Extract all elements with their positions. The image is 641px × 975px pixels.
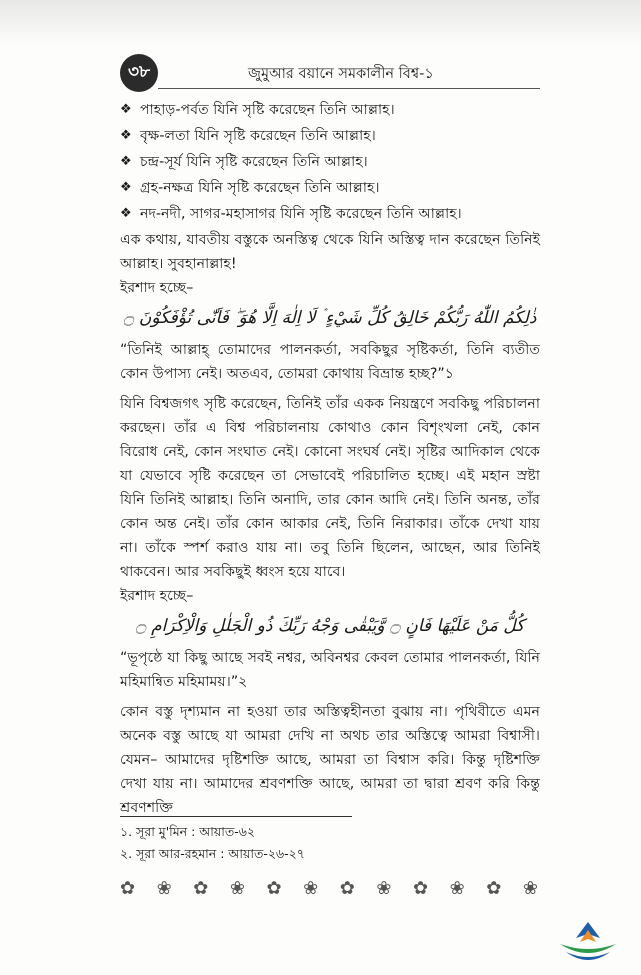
bullet-item: ❖ পাহাড়-পর্বত যিনি সৃষ্টি করেছেন তিনি আল্লাহ। xyxy=(120,98,540,122)
flower-icon: ✿ xyxy=(486,877,504,899)
bullet-item: ❖ বৃক্ষ-লতা যিনি সৃষ্টি করেছেন তিনি আল্লাহ। xyxy=(120,124,540,148)
flower-icon: ✿ xyxy=(266,877,284,899)
flower-icon: ✿ xyxy=(339,877,357,899)
bullet-item: ❖ গ্রহ-নক্ষত্র যিনি সৃষ্টি করেছেন তিনি আল্লাহ। xyxy=(120,176,540,200)
header-rule xyxy=(158,88,540,89)
paragraph-3: কোন বস্তু দৃশ্যমান না হওয়া তার অস্তিত্বহীনতা বুঝায় না। পৃথিবীতে এমন অনেক বস্তু আছে যা আমরা দেখি না অথচ তার অস্তিত্বে আমরা বিশ্বাসী। যেমন– আমাদের দৃষ্টিশক্তি আছে, আমরা তা বিশ্বাস করি। কিন্তু দৃষ্টিশক্তি দেখা যায় না। আমাদের শ্রবণশক্তি আছে, আমরা তা দ্বারা শ্রবণ করি কিন্তু শ্রবণশক্তি xyxy=(120,704,540,816)
flower-icon: ❀ xyxy=(376,877,394,899)
irshad-label-2: ইরশাদ হচ্ছে– xyxy=(120,588,194,604)
irshad-label-1: ইরশাদ হচ্ছে– xyxy=(120,280,194,296)
running-title: জুমুআর বয়ানে সমকালীন বিশ্ব-১ xyxy=(248,66,434,82)
footnote-rule xyxy=(120,816,352,817)
translation-quote-2: “ভূপৃষ্ঠে যা কিছু আছে সবই নশ্বর, অবিনশ্বর কেবল তোমার পালনকর্তা, যিনি মহিমান্বিত মহিমাময়।”২ xyxy=(120,650,540,690)
diamond-bullet-icon: ❖ xyxy=(120,102,132,117)
arabic-verse-1: ذٰلِكُمُ اللّٰهُ رَبُّكُمْ خَالِقُ كُلِّ شَيْءٍ ۘ لَا اِلٰهَ اِلَّا هُوَ ۖ فَاَنّٰى تُؤْفَكُوْنَ ۝ xyxy=(123,308,537,328)
flower-icon: ❀ xyxy=(522,877,540,899)
footnote-2: ২. সূরা আর-রহমান : আয়াত-২৬-২৭ xyxy=(120,846,305,861)
publisher-logo-icon xyxy=(556,918,620,968)
flower-icon: ❀ xyxy=(156,877,174,899)
flower-icon: ✿ xyxy=(120,877,138,899)
floral-ornament-border xyxy=(120,877,540,899)
flower-icon: ❀ xyxy=(449,877,467,899)
flower-icon: ✿ xyxy=(413,877,431,899)
arabic-verse-2: كُلُّ مَنْ عَلَيْهَا فَانٍ ۝ وَّيَبْقٰى وَجْهُ رَبِّكَ ذُو الْجَلٰلِ وَالْاِكْرَامِ ۝ xyxy=(135,616,525,636)
flower-icon: ❀ xyxy=(303,877,321,899)
flower-icon: ✿ xyxy=(193,877,211,899)
diamond-bullet-icon: ❖ xyxy=(120,128,132,143)
translation-quote-1: “তিনিই আল্লাহ্ তোমাদের পালনকর্তা, সবকিছুর সৃষ্টিকর্তা, তিনি ব্যতীত কোন উপাস্য নেই। অতএব, তোমরা কোথায় বিভ্রান্ত হচ্ছ?”১ xyxy=(120,342,540,382)
paragraph-2: যিনি বিশ্বজগৎ সৃষ্টি করেছেন, তিনিই তাঁর একক নিয়ন্ত্রণে সবকিছু পরিচালনা করছেন। তাঁর এ বিশ্ব পরিচালনায় কোথাও কোন বিশৃংখলা নেই, কোন বিরোধ নেই, কোন সংঘাত নেই। কোনো সংঘর্ষ নেই। সৃষ্টির আদিকাল থেকে যা যেভাবে সৃষ্টি করেছেন তা সেভাবেই পরিচালিত হচ্ছে। এই মহান স্রষ্টা যিনি তিনিই আল্লাহ। তিনি অনাদি, তার কোন আদি নেই। তিনি অনন্ত, তাঁর কোন অন্ত নেই। তাঁর কোন আকার নেই, তিনি নিরাকার। তাঁকে দেখা যায় না। তাঁকে স্পর্শ করাও যায় না। তবু তিনি ছিলেন, আছেন, আর তিনিই থাকবেন। আর সবকিছুই ধ্বংস হয়ে যাবে। xyxy=(120,396,540,580)
diamond-bullet-icon: ❖ xyxy=(120,154,132,169)
bullet-item: ❖ চন্দ্র-সূর্য যিনি সৃষ্টি করেছেন তিনি আল্লাহ। xyxy=(120,150,540,174)
diamond-bullet-icon: ❖ xyxy=(120,180,132,195)
diamond-bullet-icon: ❖ xyxy=(120,206,132,221)
flower-icon: ❀ xyxy=(229,877,247,899)
footnote-1: ১. সূরা মু'মিন : আয়াত-৬২ xyxy=(120,824,256,839)
paragraph-1: এক কথায়, যাবতীয় বস্তুকে অনস্তিত্ব থেকে যিনি অস্তিত্ব দান করেছেন তিনিই আল্লাহ। সুবহানাল্লাহ! xyxy=(120,232,540,272)
page-body xyxy=(120,96,540,820)
bullet-item: ❖ নদ-নদী, সাগর-মহাসাগর যিনি সৃষ্টি করেছেন তিনি আল্লাহ। xyxy=(120,202,540,226)
scan-top-shadow xyxy=(0,0,641,46)
page-number-badge: ৩৮ xyxy=(120,54,158,92)
